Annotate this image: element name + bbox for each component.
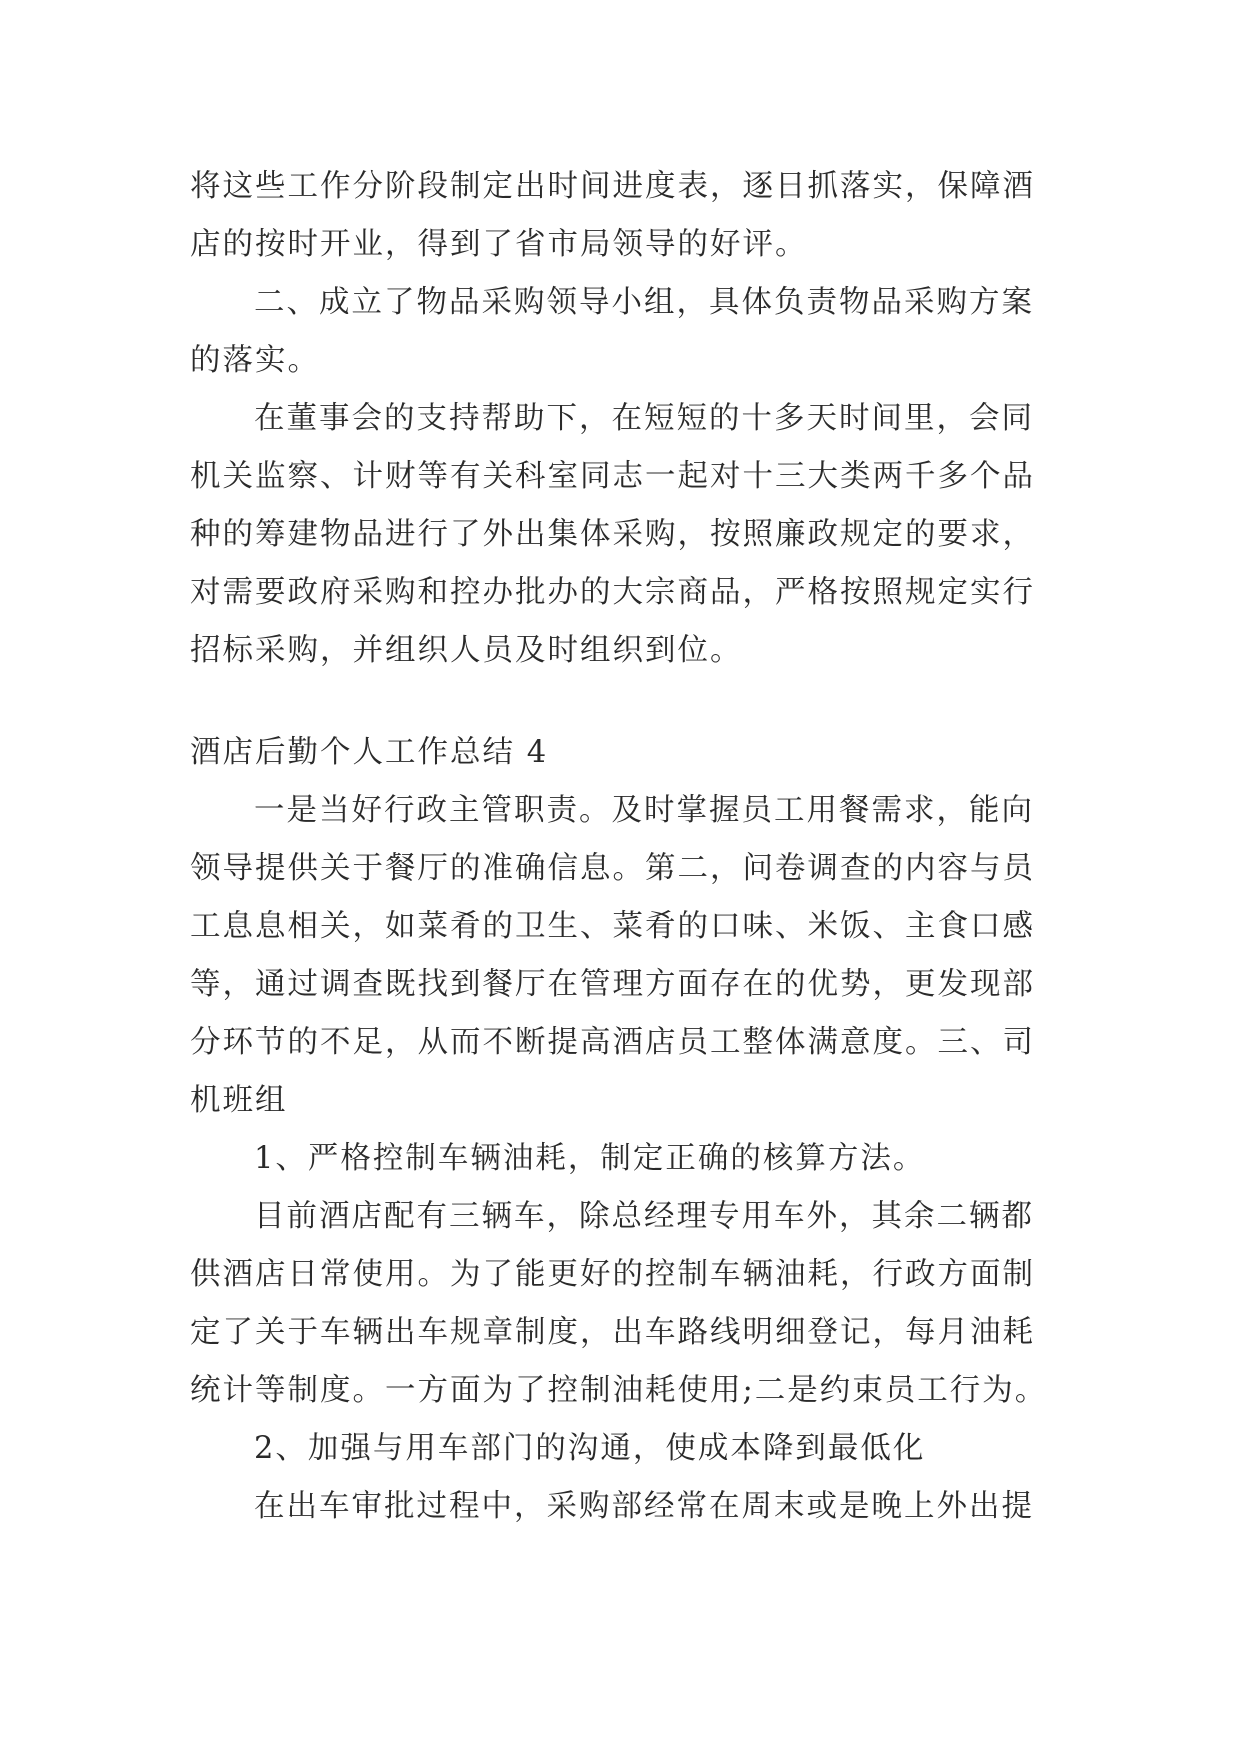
paragraph-line: 种的筹建物品进行了外出集体采购，按照廉政规定的要求， <box>190 517 1035 552</box>
paragraph-line: 对需要政府采购和控办批办的大宗商品，严格按照规定实行 <box>190 575 1035 610</box>
paragraph-line: 在董事会的支持帮助下，在短短的十多天时间里，会同 <box>254 401 1034 436</box>
paragraph-line: 机班组 <box>190 1083 288 1118</box>
paragraph-line: 1、严格控制车辆油耗，制定正确的核算方法。 <box>254 1141 926 1176</box>
paragraph-line: 工息息相关，如菜肴的卫生、菜肴的口味、米饭、主食口感 <box>190 909 1035 944</box>
paragraph-line: 定了关于车辆出车规章制度，出车路线明细登记，每月油耗 <box>190 1315 1035 1350</box>
paragraph-line: 的落实。 <box>190 343 320 378</box>
paragraph-line: 供酒店日常使用。为了能更好的控制车辆油耗，行政方面制 <box>190 1257 1035 1292</box>
section-heading: 酒店后勤个人工作总结 4 <box>190 735 549 770</box>
paragraph-line: 分环节的不足，从而不断提高酒店员工整体满意度。三、司 <box>190 1025 1035 1060</box>
paragraph-line: 一是当好行政主管职责。及时掌握员工用餐需求，能向 <box>254 793 1034 828</box>
paragraph-line: 二、成立了物品采购领导小组，具体负责物品采购方案 <box>254 285 1034 320</box>
paragraph-line: 在出车审批过程中，采购部经常在周末或是晚上外出提 <box>254 1489 1034 1524</box>
body-text <box>190 158 1070 1536</box>
paragraph-line: 目前酒店配有三辆车，除总经理专用车外，其余二辆都 <box>254 1199 1034 1234</box>
paragraph-line: 领导提供关于餐厅的准确信息。第二，问卷调查的内容与员 <box>190 851 1035 886</box>
paragraph-line: 统计等制度。一方面为了控制油耗使用;二是约束员工行为。 <box>190 1373 1048 1408</box>
paragraph-line: 招标采购，并组织人员及时组织到位。 <box>190 633 743 668</box>
paragraph-line: 将这些工作分阶段制定出时间进度表，逐日抓落实，保障酒 <box>190 169 1035 204</box>
paragraph-line: 机关监察、计财等有关科室同志一起对十三大类两千多个品 <box>190 459 1035 494</box>
paragraph-line: 店的按时开业，得到了省市局领导的好评。 <box>190 227 808 262</box>
paragraph-line: 2、加强与用车部门的沟通，使成本降到最低化 <box>254 1431 926 1466</box>
paragraph-line: 等，通过调查既找到餐厅在管理方面存在的优势，更发现部 <box>190 967 1035 1002</box>
